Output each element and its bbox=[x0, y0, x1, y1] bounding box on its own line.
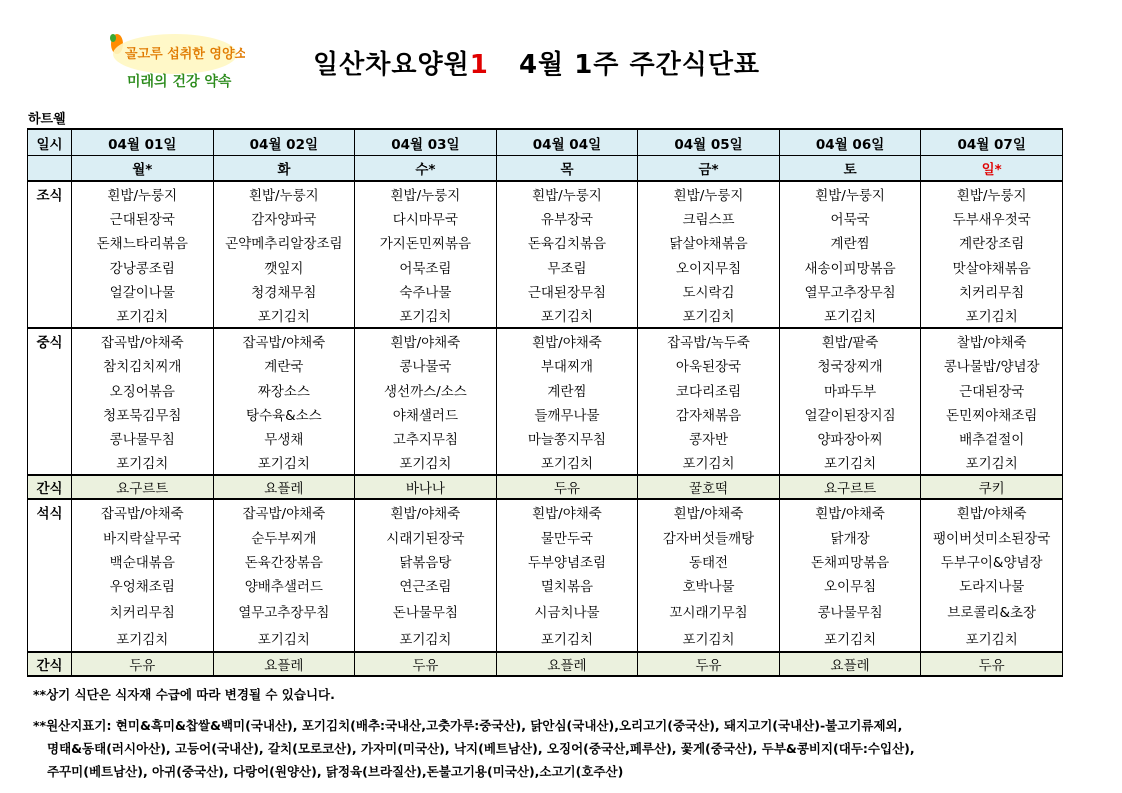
menu-cell: 두유 bbox=[921, 652, 1063, 676]
menu-cell: 유부장국 bbox=[496, 206, 638, 230]
menu-cell: 치커리무침 bbox=[921, 279, 1063, 303]
menu-cell: 포기김치 bbox=[72, 624, 214, 652]
weekday-cell: 토 bbox=[779, 156, 921, 182]
weekday-cell: 수* bbox=[355, 156, 497, 182]
title-highlight: 1 bbox=[469, 50, 489, 80]
menu-cell: 배추겉절이 bbox=[921, 426, 1063, 450]
menu-cell: 양배추샐러드 bbox=[213, 573, 355, 597]
menu-cell: 포기김치 bbox=[779, 624, 921, 652]
menu-cell: 청국장찌개 bbox=[779, 353, 921, 377]
menu-cell: 계란국 bbox=[213, 353, 355, 377]
weekly-menu-table bbox=[27, 128, 1063, 677]
menu-cell: 흰밥/야채죽 bbox=[355, 328, 497, 353]
date-header-row bbox=[28, 129, 1063, 156]
menu-cell: 근대된장국 bbox=[72, 206, 214, 230]
menu-cell: 순두부찌개 bbox=[213, 524, 355, 548]
menu-cell: 잡곡밥/녹두죽 bbox=[638, 328, 780, 353]
menu-cell: 계란찜 bbox=[496, 378, 638, 402]
origin-line: 주꾸미(베트남산), 아귀(중국산), 다랑어(원양산), 닭정육(브라질산),돈불고기용(미국산),소고기(호주산) bbox=[47, 764, 624, 779]
menu-cell: 동태전 bbox=[638, 549, 780, 573]
menu-row bbox=[28, 524, 1063, 548]
menu-cell: 돈나물무침 bbox=[355, 597, 497, 624]
menu-cell: 탕수육&소스 bbox=[213, 402, 355, 426]
menu-cell: 포기김치 bbox=[496, 303, 638, 328]
menu-cell: 찰밥/야채죽 bbox=[921, 328, 1063, 353]
weekday-row bbox=[28, 156, 1063, 182]
menu-cell: 꼬시래기무침 bbox=[638, 597, 780, 624]
menu-row bbox=[28, 378, 1063, 402]
menu-cell: 포기김치 bbox=[921, 303, 1063, 328]
menu-cell: 두부양념조림 bbox=[496, 549, 638, 573]
menu-cell: 얼갈이나물 bbox=[72, 279, 214, 303]
meal-label bbox=[28, 181, 72, 328]
menu-cell: 콩나물무침 bbox=[72, 426, 214, 450]
menu-cell: 잡곡밥/야채죽 bbox=[72, 328, 214, 353]
menu-row bbox=[28, 181, 1063, 206]
menu-cell: 흰밥/야채죽 bbox=[921, 499, 1063, 524]
menu-cell: 오이무침 bbox=[779, 573, 921, 597]
menu-cell: 무조림 bbox=[496, 255, 638, 279]
menu-cell: 참치김치찌개 bbox=[72, 353, 214, 377]
date-cell: 04월 04일 bbox=[496, 129, 638, 156]
menu-cell: 바나나 bbox=[355, 475, 497, 499]
menu-cell: 흰밥/팥죽 bbox=[779, 328, 921, 353]
logo-line2: 미래의 건강 약속 bbox=[127, 74, 232, 90]
menu-cell: 연근조림 bbox=[355, 573, 497, 597]
menu-cell: 흰밥/누룽지 bbox=[355, 181, 497, 206]
menu-cell: 감자채볶음 bbox=[638, 402, 780, 426]
change-notice: **상기 식단은 식자재 수급에 따라 변경될 수 있습니다. bbox=[33, 687, 335, 702]
menu-cell: 흰밥/누룽지 bbox=[779, 181, 921, 206]
menu-cell: 생선까스/소스 bbox=[355, 378, 497, 402]
menu-row bbox=[28, 303, 1063, 328]
menu-cell: 포기김치 bbox=[496, 450, 638, 475]
menu-cell: 포기김치 bbox=[779, 450, 921, 475]
menu-row bbox=[28, 426, 1063, 450]
menu-row bbox=[28, 279, 1063, 303]
menu-cell: 흰밥/야채죽 bbox=[496, 328, 638, 353]
menu-cell: 잡곡밥/야채죽 bbox=[213, 499, 355, 524]
menu-cell: 숙주나물 bbox=[355, 279, 497, 303]
menu-cell: 오이지무침 bbox=[638, 255, 780, 279]
menu-cell: 돈채느타리볶음 bbox=[72, 230, 214, 254]
menu-cell: 콩자반 bbox=[638, 426, 780, 450]
menu-cell: 시래기된장국 bbox=[355, 524, 497, 548]
menu-row bbox=[28, 499, 1063, 524]
menu-cell: 도시락김 bbox=[638, 279, 780, 303]
menu-cell: 포기김치 bbox=[213, 624, 355, 652]
menu-cell: 부대찌개 bbox=[496, 353, 638, 377]
menu-cell: 포기김치 bbox=[213, 450, 355, 475]
menu-cell: 마늘쫑지무침 bbox=[496, 426, 638, 450]
menu-cell: 포기김치 bbox=[921, 450, 1063, 475]
meal-label bbox=[28, 499, 72, 652]
menu-cell: 포기김치 bbox=[355, 624, 497, 652]
meal-label-text: 조식 bbox=[36, 188, 63, 204]
menu-cell: 흰밥/누룽지 bbox=[921, 181, 1063, 206]
menu-cell: 청경채무침 bbox=[213, 279, 355, 303]
menu-cell: 코다리조림 bbox=[638, 378, 780, 402]
menu-cell: 우엉채조림 bbox=[72, 573, 214, 597]
menu-cell: 요구르트 bbox=[72, 475, 214, 499]
menu-cell: 물만두국 bbox=[496, 524, 638, 548]
menu-cell: 강낭콩조림 bbox=[72, 255, 214, 279]
menu-cell: 꿀호떡 bbox=[638, 475, 780, 499]
menu-cell: 바지락살무국 bbox=[72, 524, 214, 548]
menu-row bbox=[28, 230, 1063, 254]
menu-row bbox=[28, 402, 1063, 426]
lunch-section bbox=[28, 328, 1063, 475]
menu-row bbox=[28, 597, 1063, 624]
menu-cell: 포기김치 bbox=[355, 450, 497, 475]
facility-name: 하트웰 bbox=[28, 112, 66, 127]
weekday-cell: 목 bbox=[496, 156, 638, 182]
menu-cell: 양파장아찌 bbox=[779, 426, 921, 450]
menu-cell: 포기김치 bbox=[355, 303, 497, 328]
menu-cell: 돈민찌야채조림 bbox=[921, 402, 1063, 426]
notes bbox=[33, 683, 915, 783]
menu-cell: 포기김치 bbox=[72, 450, 214, 475]
menu-cell: 두유 bbox=[496, 475, 638, 499]
menu-cell: 흰밥/누룽지 bbox=[213, 181, 355, 206]
menu-cell: 닭살야채볶음 bbox=[638, 230, 780, 254]
menu-cell: 포기김치 bbox=[779, 303, 921, 328]
menu-cell: 흰밥/야채죽 bbox=[355, 499, 497, 524]
menu-cell: 흰밥/야채죽 bbox=[638, 499, 780, 524]
menu-row bbox=[28, 450, 1063, 475]
menu-cell: 근대된장무침 bbox=[496, 279, 638, 303]
menu-cell: 마파두부 bbox=[779, 378, 921, 402]
menu-cell: 시금치나물 bbox=[496, 597, 638, 624]
meal-label-text: 중식 bbox=[36, 335, 63, 352]
meal-label: 간식 bbox=[28, 475, 72, 499]
menu-cell: 요플레 bbox=[213, 652, 355, 676]
menu-cell: 열무고추장무침 bbox=[779, 279, 921, 303]
menu-cell: 들깨무나물 bbox=[496, 402, 638, 426]
menu-cell: 맛살야채볶음 bbox=[921, 255, 1063, 279]
weekday-cell: 월* bbox=[72, 156, 214, 182]
menu-cell: 포기김치 bbox=[638, 624, 780, 652]
logo-graphic bbox=[105, 30, 245, 94]
weekday-cell-sunday: 일* bbox=[921, 156, 1063, 182]
menu-cell: 흰밥/누룽지 bbox=[496, 181, 638, 206]
date-cell: 04월 07일 bbox=[921, 129, 1063, 156]
weekday-cell: 화 bbox=[213, 156, 355, 182]
menu-cell: 치커리무침 bbox=[72, 597, 214, 624]
menu-cell: 오징어볶음 bbox=[72, 378, 214, 402]
menu-cell: 포기김치 bbox=[921, 624, 1063, 652]
date-cell: 04월 02일 bbox=[213, 129, 355, 156]
menu-cell: 포기김치 bbox=[496, 624, 638, 652]
page-title bbox=[313, 44, 760, 81]
menu-cell: 깻잎지 bbox=[213, 255, 355, 279]
menu-cell: 크림스프 bbox=[638, 206, 780, 230]
menu-cell: 돈육간장볶음 bbox=[213, 549, 355, 573]
title-suffix: 4월 1주 주간식단표 bbox=[518, 50, 761, 80]
menu-cell: 아욱된장국 bbox=[638, 353, 780, 377]
menu-cell: 콩나물밥/양념장 bbox=[921, 353, 1063, 377]
menu-cell: 고추지무침 bbox=[355, 426, 497, 450]
menu-cell: 쿠키 bbox=[921, 475, 1063, 499]
menu-cell: 열무고추장무침 bbox=[213, 597, 355, 624]
breakfast-section bbox=[28, 181, 1063, 328]
menu-cell: 요구르트 bbox=[779, 475, 921, 499]
menu-cell: 다시마무국 bbox=[355, 206, 497, 230]
menu-cell: 두유 bbox=[638, 652, 780, 676]
menu-cell: 요플레 bbox=[779, 652, 921, 676]
logo-line1: 골고루 섭취한 영양소 bbox=[125, 47, 245, 62]
origin-line: 명태&동태(러시아산), 고등어(국내산), 갈치(모로코산), 가자미(미국산), 낙지(베트남산), 오징어(중국산,페루산), 꽃게(중국산), 두부&콩비지(대두:수입산), bbox=[47, 741, 915, 756]
menu-cell: 짜장소스 bbox=[213, 378, 355, 402]
date-cell: 04월 06일 bbox=[779, 129, 921, 156]
date-cell: 04월 03일 bbox=[355, 129, 497, 156]
meal-label bbox=[28, 328, 72, 475]
menu-cell: 돈육김치볶음 bbox=[496, 230, 638, 254]
title-prefix: 일산차요양원 bbox=[313, 50, 470, 80]
snack-row bbox=[28, 652, 1063, 676]
menu-cell: 브로콜리&초장 bbox=[921, 597, 1063, 624]
menu-cell: 돈채피망볶음 bbox=[779, 549, 921, 573]
menu-cell: 어묵조림 bbox=[355, 255, 497, 279]
logo bbox=[105, 30, 245, 94]
origin-line: **원산지표기: 현미&흑미&찹쌀&백미(국내산), 포기김치(배추:국내산,고춧가루:중국산), 닭안심(국내산),오리고기(중국산), 돼지고기(국내산)-불고기류제외, bbox=[33, 718, 903, 733]
menu-cell: 닭개장 bbox=[779, 524, 921, 548]
menu-cell: 곤약메추리알장조림 bbox=[213, 230, 355, 254]
menu-cell: 계란장조림 bbox=[921, 230, 1063, 254]
menu-cell: 야채샐러드 bbox=[355, 402, 497, 426]
menu-cell: 두유 bbox=[355, 652, 497, 676]
weekday-cell: 금* bbox=[638, 156, 780, 182]
menu-cell: 포기김치 bbox=[72, 303, 214, 328]
menu-row bbox=[28, 255, 1063, 279]
menu-cell: 흰밥/야채죽 bbox=[496, 499, 638, 524]
menu-cell: 포기김치 bbox=[638, 450, 780, 475]
menu-cell: 요플레 bbox=[213, 475, 355, 499]
corner-label: 일시 bbox=[28, 129, 72, 156]
menu-row bbox=[28, 549, 1063, 573]
weekday-corner bbox=[28, 156, 72, 182]
menu-cell: 포기김치 bbox=[638, 303, 780, 328]
menu-cell: 콩나물무침 bbox=[779, 597, 921, 624]
menu-row bbox=[28, 573, 1063, 597]
menu-cell: 새송이피망볶음 bbox=[779, 255, 921, 279]
menu-cell: 얼갈이된장지짐 bbox=[779, 402, 921, 426]
menu-cell: 가지돈민찌볶음 bbox=[355, 230, 497, 254]
menu-cell: 흰밥/누룽지 bbox=[638, 181, 780, 206]
menu-cell: 감자버섯들깨탕 bbox=[638, 524, 780, 548]
menu-cell: 호박나물 bbox=[638, 573, 780, 597]
menu-cell: 두유 bbox=[72, 652, 214, 676]
menu-row bbox=[28, 206, 1063, 230]
menu-cell: 도라지나물 bbox=[921, 573, 1063, 597]
menu-cell: 팽이버섯미소된장국 bbox=[921, 524, 1063, 548]
dinner-section bbox=[28, 499, 1063, 652]
menu-cell: 계란찜 bbox=[779, 230, 921, 254]
menu-row bbox=[28, 328, 1063, 353]
menu-cell: 백순대볶음 bbox=[72, 549, 214, 573]
date-cell: 04월 01일 bbox=[72, 129, 214, 156]
date-cell: 04월 05일 bbox=[638, 129, 780, 156]
menu-cell: 감자양파국 bbox=[213, 206, 355, 230]
menu-cell: 흰밥/야채죽 bbox=[779, 499, 921, 524]
meal-label: 간식 bbox=[28, 652, 72, 676]
menu-row bbox=[28, 353, 1063, 377]
menu-cell: 무생채 bbox=[213, 426, 355, 450]
menu-cell: 멸치볶음 bbox=[496, 573, 638, 597]
menu-cell: 흰밥/누룽지 bbox=[72, 181, 214, 206]
menu-cell: 청포묵김무침 bbox=[72, 402, 214, 426]
menu-cell: 요플레 bbox=[496, 652, 638, 676]
meal-label-text: 석식 bbox=[36, 506, 63, 523]
snack-row bbox=[28, 475, 1063, 499]
menu-cell: 두부새우젓국 bbox=[921, 206, 1063, 230]
menu-cell: 잡곡밥/야채죽 bbox=[72, 499, 214, 524]
menu-cell: 어묵국 bbox=[779, 206, 921, 230]
menu-cell: 두부구이&양념장 bbox=[921, 549, 1063, 573]
menu-cell: 닭볶음탕 bbox=[355, 549, 497, 573]
menu-cell: 잡곡밥/야채죽 bbox=[213, 328, 355, 353]
menu-cell: 포기김치 bbox=[213, 303, 355, 328]
menu-cell: 근대된장국 bbox=[921, 378, 1063, 402]
menu-row bbox=[28, 624, 1063, 652]
menu-cell: 콩나물국 bbox=[355, 353, 497, 377]
